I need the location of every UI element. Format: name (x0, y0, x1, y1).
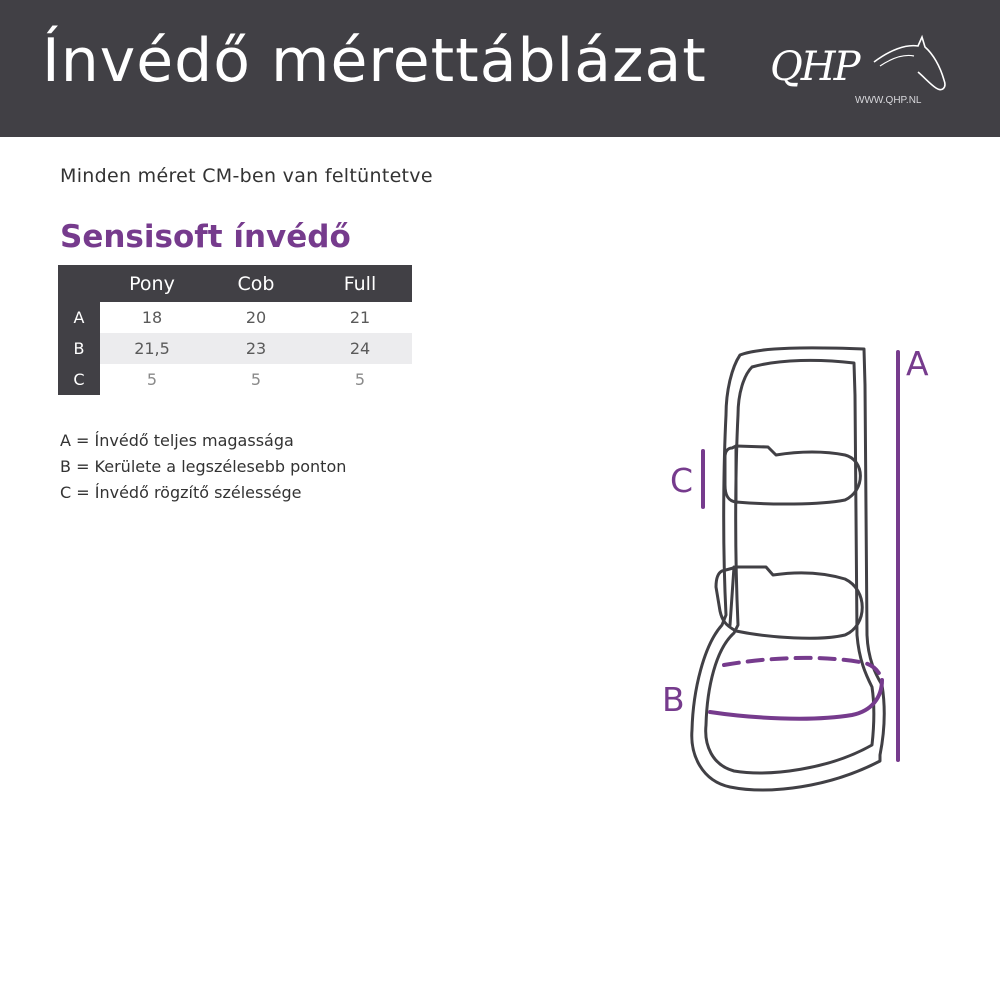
units-note: Minden méret CM-ben van feltüntetve (60, 165, 433, 187)
table-cell: 18 (141, 308, 163, 327)
table-cell: 21,5 (100, 333, 204, 364)
logo-url: WWW.QHP.NL (855, 95, 922, 106)
column-header: Pony (100, 265, 204, 302)
legend-item: B = Kerülete a legszélesebb ponton (60, 457, 347, 476)
circumference-back-dashed (724, 658, 882, 680)
qhp-logo[interactable] (766, 32, 950, 112)
table-row (58, 302, 412, 333)
row-label: B (58, 333, 100, 364)
strap-top (725, 446, 860, 504)
product-title: Sensisoft ínvédő (60, 219, 351, 255)
row-label: C (58, 364, 100, 395)
boot-inner-outline (706, 360, 874, 773)
label-c: C (670, 461, 694, 500)
strap-bottom-tab (730, 567, 734, 625)
table-cell: 21 (349, 308, 371, 327)
legend-item: C = Ínvédő rögzítő szélessége (60, 483, 302, 502)
table-cell: 23 (204, 333, 308, 364)
circumference-front-line (710, 680, 882, 719)
table-row (58, 333, 412, 364)
column-header: Full (308, 265, 412, 302)
measurement-legend (60, 428, 346, 506)
table-cell: 5 (250, 370, 262, 389)
table-row (58, 364, 412, 395)
table-cell: 20 (245, 308, 267, 327)
column-header: Cob (204, 265, 308, 302)
size-table (58, 265, 412, 395)
label-b: B (662, 680, 685, 719)
legend-item: A = Ínvédő teljes magassága (60, 431, 294, 450)
label-a: A (906, 344, 929, 383)
table-cell: 5 (354, 370, 366, 389)
table-corner-cell (58, 265, 100, 302)
row-label: A (58, 302, 100, 333)
logo-wordmark: QHP (770, 44, 859, 90)
table-cell: 24 (308, 333, 412, 364)
header-banner (0, 0, 1000, 137)
page-title: Ínvédő mérettáblázat (42, 26, 707, 96)
boot-diagram (640, 335, 950, 805)
table-cell: 5 (146, 370, 158, 389)
table-header-row (58, 265, 412, 302)
